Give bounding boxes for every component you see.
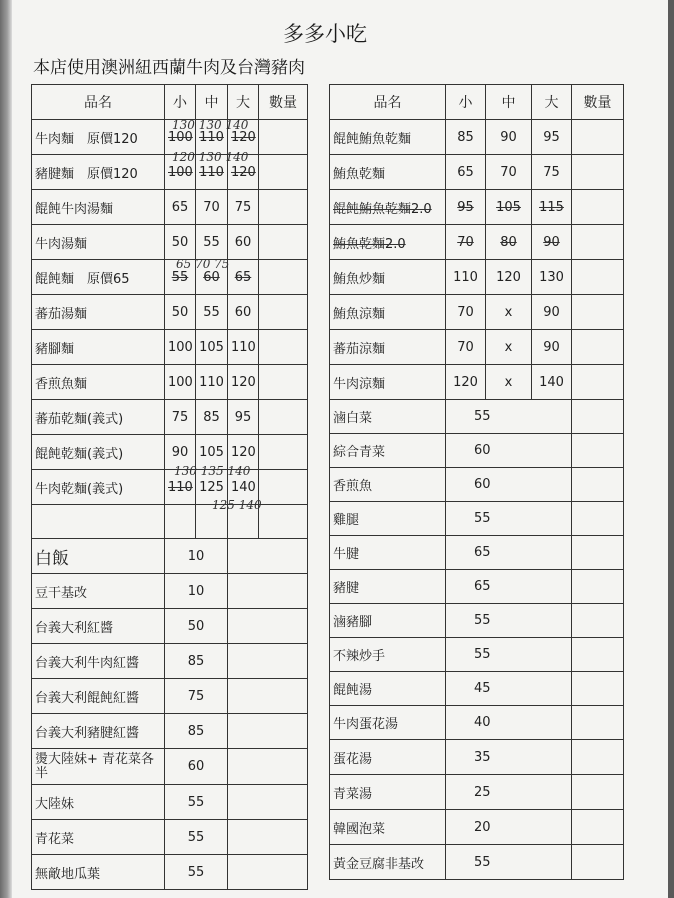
price-medium: 120	[486, 260, 532, 295]
table-row	[32, 574, 308, 609]
price-large: 120	[228, 155, 259, 190]
qty-cell	[572, 365, 624, 400]
price-small: 100	[165, 155, 196, 190]
item-price: 10	[165, 574, 228, 609]
item-name: 不辣炒手	[330, 638, 446, 672]
qty-cell	[259, 330, 308, 365]
item-name: 滷白菜	[330, 400, 446, 434]
qty-cell	[228, 679, 308, 714]
item-name: 牛腱	[330, 536, 446, 570]
table-row	[32, 155, 308, 190]
qty-cell	[572, 260, 624, 295]
price-large: 140	[532, 365, 572, 400]
table-row	[330, 638, 624, 672]
qty-cell	[572, 468, 624, 502]
qty-cell	[259, 400, 308, 435]
price-medium: 125	[196, 470, 228, 505]
item-price: 85	[165, 714, 228, 749]
table-row	[330, 120, 624, 155]
item-name: 綜合青菜	[330, 434, 446, 468]
table-row	[32, 400, 308, 435]
price-small: 100	[165, 120, 196, 155]
price-medium: 70	[486, 155, 532, 190]
qty-cell	[228, 785, 308, 820]
table-row	[32, 855, 308, 890]
price-large: 90	[532, 295, 572, 330]
price-large: 130	[532, 260, 572, 295]
qty-cell	[572, 502, 624, 536]
table-row	[32, 260, 308, 295]
item-name: 台義大利餛飩紅醬	[32, 679, 165, 714]
qty-cell	[572, 638, 624, 672]
table-row	[330, 295, 624, 330]
small-header: 小	[165, 85, 196, 120]
table-row	[330, 706, 624, 740]
table-row	[32, 714, 308, 749]
qty-cell	[572, 330, 624, 365]
table-row	[32, 365, 308, 400]
qty-cell	[228, 820, 308, 855]
qty-header: 數量	[259, 85, 308, 120]
table-row	[32, 609, 308, 644]
qty-cell	[259, 225, 308, 260]
qty-cell	[572, 536, 624, 570]
item-name: 台義大利紅醬	[32, 609, 165, 644]
qty-cell	[572, 225, 624, 260]
qty-cell	[572, 740, 624, 775]
item-name: 白飯	[32, 539, 165, 574]
price-medium: 105	[486, 190, 532, 225]
price-medium: 90	[486, 120, 532, 155]
price-large: 115	[532, 190, 572, 225]
table-row	[330, 400, 624, 434]
qty-cell	[228, 539, 308, 574]
item-name: 黃金豆腐非基改	[330, 845, 446, 880]
item-price: 40	[446, 706, 572, 740]
qty-cell	[259, 435, 308, 470]
table-row	[330, 260, 624, 295]
price-small: 85	[446, 120, 486, 155]
item-name: 豬腳麵	[32, 330, 165, 365]
qty-cell	[228, 855, 308, 890]
price-small: 50	[165, 295, 196, 330]
item-name: 牛肉乾麵(義式)	[32, 470, 165, 505]
qty-cell	[572, 672, 624, 706]
medium-header: 中	[486, 85, 532, 120]
qty-cell	[572, 570, 624, 604]
qty-cell	[572, 706, 624, 740]
qty-cell	[572, 775, 624, 810]
item-name: 牛肉涼麵	[330, 365, 446, 400]
right-header-row	[330, 85, 624, 120]
price-large: 120	[228, 120, 259, 155]
empty-cell	[259, 505, 308, 539]
qty-cell	[259, 365, 308, 400]
qty-cell	[259, 190, 308, 225]
empty-cell	[165, 505, 196, 539]
table-row	[330, 775, 624, 810]
price-small: 90	[165, 435, 196, 470]
price-large: 90	[532, 330, 572, 365]
item-name: 韓國泡菜	[330, 810, 446, 845]
table-row	[32, 190, 308, 225]
item-name: 豆干基改	[32, 574, 165, 609]
handwritten-wonton-price: 65 70 75	[176, 257, 230, 271]
price-medium: x	[486, 365, 532, 400]
price-medium: 105	[196, 330, 228, 365]
item-name: 餛飩鮪魚乾麵2.0	[330, 190, 446, 225]
price-small: 50	[165, 225, 196, 260]
price-medium: 85	[196, 400, 228, 435]
table-row	[32, 785, 308, 820]
table-row	[32, 225, 308, 260]
price-small: 110	[446, 260, 486, 295]
handwritten-beef-dry-price: 130 135 140	[174, 464, 251, 478]
item-price: 55	[446, 638, 572, 672]
table-row	[330, 672, 624, 706]
qty-cell	[259, 155, 308, 190]
small-header: 小	[446, 85, 486, 120]
item-price: 55	[446, 845, 572, 880]
qty-cell	[572, 810, 624, 845]
item-price: 55	[446, 502, 572, 536]
price-large: 65	[228, 260, 259, 295]
item-price: 35	[446, 740, 572, 775]
item-name: 牛肉麵 原價120	[32, 120, 165, 155]
item-price: 20	[446, 810, 572, 845]
table-row	[330, 810, 624, 845]
price-medium: 110	[196, 120, 228, 155]
price-small: 70	[446, 225, 486, 260]
item-header: 品名	[32, 85, 165, 120]
price-medium: 55	[196, 295, 228, 330]
item-name: 燙大陸妹+ 青花菜各半	[32, 749, 165, 785]
price-medium: 55	[196, 225, 228, 260]
qty-cell	[259, 260, 308, 295]
table-row	[32, 120, 308, 155]
item-name: 餛飩鮪魚乾麵	[330, 120, 446, 155]
item-name: 蕃茄乾麵(義式)	[32, 400, 165, 435]
price-medium: x	[486, 295, 532, 330]
item-name: 蕃茄湯麵	[32, 295, 165, 330]
item-name: 香煎魚	[330, 468, 446, 502]
qty-cell	[572, 434, 624, 468]
price-large: 95	[228, 400, 259, 435]
item-price: 75	[165, 679, 228, 714]
qty-cell	[572, 295, 624, 330]
item-name: 餛飩牛肉湯麵	[32, 190, 165, 225]
item-name: 蛋花湯	[330, 740, 446, 775]
price-small: 120	[446, 365, 486, 400]
price-small: 65	[165, 190, 196, 225]
item-price: 55	[446, 604, 572, 638]
qty-cell	[259, 295, 308, 330]
table-row	[32, 539, 308, 574]
qty-cell	[228, 609, 308, 644]
item-name: 大陸妹	[32, 785, 165, 820]
handwritten-beef-noodle-price: 130 130 140	[172, 118, 249, 132]
price-small: 100	[165, 330, 196, 365]
price-medium: 105	[196, 435, 228, 470]
table-row	[330, 536, 624, 570]
qty-header: 數量	[572, 85, 624, 120]
qty-cell	[572, 120, 624, 155]
item-price: 55	[165, 785, 228, 820]
item-name: 餛飩麵 原價65	[32, 260, 165, 295]
price-medium: 110	[196, 365, 228, 400]
qty-cell	[228, 749, 308, 785]
table-row	[330, 740, 624, 775]
item-name: 台義大利豬腱紅醬	[32, 714, 165, 749]
table-row	[330, 604, 624, 638]
price-large: 90	[532, 225, 572, 260]
qty-cell	[259, 120, 308, 155]
item-price: 60	[446, 468, 572, 502]
price-small: 55	[165, 260, 196, 295]
qty-cell	[572, 155, 624, 190]
item-name: 牛肉湯麵	[32, 225, 165, 260]
price-medium: 60	[196, 260, 228, 295]
table-row	[32, 470, 308, 505]
item-price: 65	[446, 570, 572, 604]
item-name: 台義大利牛肉紅醬	[32, 644, 165, 679]
table-row	[32, 644, 308, 679]
price-large: 75	[532, 155, 572, 190]
table-row	[32, 749, 308, 785]
item-price: 65	[446, 536, 572, 570]
handwritten-beef-dry-extra: 125 140	[212, 498, 262, 512]
price-medium: 110	[196, 155, 228, 190]
qty-cell	[228, 644, 308, 679]
item-name: 青菜湯	[330, 775, 446, 810]
price-large: 60	[228, 295, 259, 330]
item-name: 滷豬腳	[330, 604, 446, 638]
item-price: 55	[446, 400, 572, 434]
item-name: 餛飩湯	[330, 672, 446, 706]
item-name: 香煎魚麵	[32, 365, 165, 400]
table-row	[32, 679, 308, 714]
large-header: 大	[228, 85, 259, 120]
meat-origin-note: 本店使用澳洲紐西蘭牛肉及台灣豬肉	[33, 58, 305, 78]
item-price: 55	[165, 855, 228, 890]
table-row	[330, 570, 624, 604]
table-row	[330, 225, 624, 260]
handwritten-pork-noodle-price: 120 130 140	[172, 150, 249, 164]
item-name: 雞腿	[330, 502, 446, 536]
table-row	[32, 330, 308, 365]
item-name: 鮪魚乾麵2.0	[330, 225, 446, 260]
qty-cell	[228, 574, 308, 609]
price-small: 95	[446, 190, 486, 225]
table-row	[330, 365, 624, 400]
price-small: 70	[446, 295, 486, 330]
table-row	[330, 155, 624, 190]
blank-row	[32, 505, 308, 539]
price-large: 60	[228, 225, 259, 260]
price-medium: 80	[486, 225, 532, 260]
item-price: 85	[165, 644, 228, 679]
item-name: 牛肉蛋花湯	[330, 706, 446, 740]
price-small: 75	[165, 400, 196, 435]
item-name: 鮪魚乾麵	[330, 155, 446, 190]
item-price: 55	[165, 820, 228, 855]
qty-cell	[572, 845, 624, 880]
table-row	[330, 190, 624, 225]
paper-edge-shadow	[0, 0, 12, 898]
price-large: 110	[228, 330, 259, 365]
item-header: 品名	[330, 85, 446, 120]
qty-cell	[572, 604, 624, 638]
item-price: 45	[446, 672, 572, 706]
price-large: 95	[532, 120, 572, 155]
item-name: 無敵地瓜葉	[32, 855, 165, 890]
price-large: 140	[228, 470, 259, 505]
item-name: 鮪魚炒麵	[330, 260, 446, 295]
item-price: 10	[165, 539, 228, 574]
price-large: 120	[228, 435, 259, 470]
empty-cell	[32, 505, 165, 539]
item-name: 豬腱麵 原價120	[32, 155, 165, 190]
table-row	[32, 820, 308, 855]
price-large: 75	[228, 190, 259, 225]
table-row	[330, 845, 624, 880]
table-row	[330, 434, 624, 468]
right-menu-table	[329, 84, 624, 880]
shop-title: 多多小吃	[283, 22, 367, 46]
item-name: 鮪魚涼麵	[330, 295, 446, 330]
price-medium: 70	[196, 190, 228, 225]
qty-cell	[572, 400, 624, 434]
qty-cell	[572, 190, 624, 225]
table-row	[330, 468, 624, 502]
medium-header: 中	[196, 85, 228, 120]
price-medium: x	[486, 330, 532, 365]
item-name: 豬腱	[330, 570, 446, 604]
price-small: 110	[165, 470, 196, 505]
table-row	[330, 330, 624, 365]
left-menu-table	[31, 84, 308, 890]
item-price: 60	[165, 749, 228, 785]
item-price: 60	[446, 434, 572, 468]
large-header: 大	[532, 85, 572, 120]
price-small: 65	[446, 155, 486, 190]
table-row	[32, 295, 308, 330]
qty-cell	[259, 470, 308, 505]
table-row	[330, 502, 624, 536]
item-name: 蕃茄涼麵	[330, 330, 446, 365]
item-name: 餛飩乾麵(義式)	[32, 435, 165, 470]
price-small: 100	[165, 365, 196, 400]
item-price: 25	[446, 775, 572, 810]
item-name: 青花菜	[32, 820, 165, 855]
price-large: 120	[228, 365, 259, 400]
price-small: 70	[446, 330, 486, 365]
qty-cell	[228, 714, 308, 749]
left-header-row	[32, 85, 308, 120]
table-row	[32, 435, 308, 470]
item-price: 50	[165, 609, 228, 644]
